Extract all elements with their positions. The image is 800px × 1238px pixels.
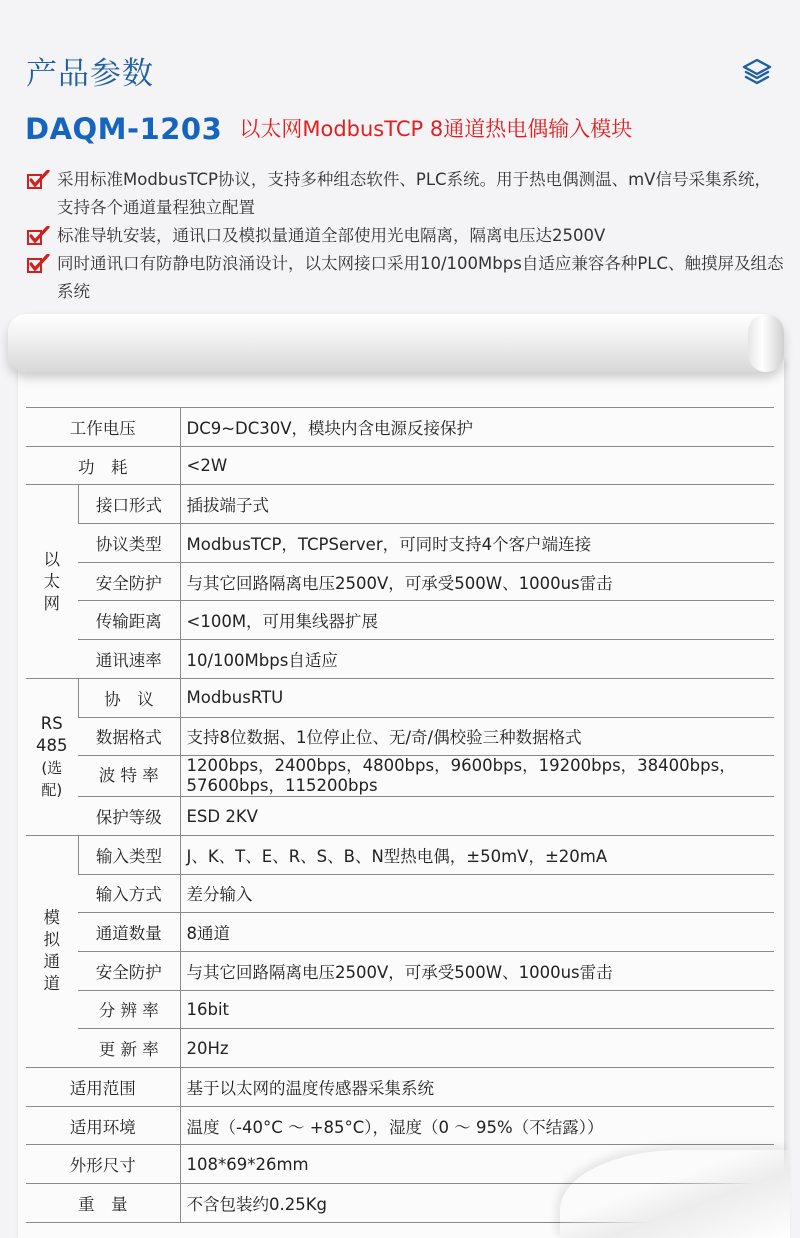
param-label: 安全防护 <box>78 562 180 601</box>
product-heading <box>25 112 632 146</box>
param-label: 波 特 率 <box>78 756 180 797</box>
param-value: 与其它回路隔离电压2500V，可承受500W、1000us雷击 <box>180 951 774 990</box>
param-label: 适用范围 <box>26 1068 180 1107</box>
param-value: 温度（-40°C ～ +85°C），湿度（0 ～ 95%（不结露）） <box>180 1106 774 1145</box>
feature-list <box>26 166 786 306</box>
group-label-rs485: RS 485 (选配) <box>26 678 78 835</box>
parameter-table <box>26 407 774 1223</box>
param-value: 8通道 <box>180 913 774 952</box>
table-row <box>26 1106 774 1145</box>
param-label: 外形尺寸 <box>26 1145 180 1184</box>
table-row <box>26 678 774 717</box>
table-row <box>26 835 774 874</box>
param-value: 支持8位数据、1位停止位、无/奇/偶校验三种数据格式 <box>180 717 774 756</box>
param-label: 通讯速率 <box>78 640 180 679</box>
param-value: 插拔端子式 <box>180 485 774 524</box>
paper-roll <box>8 314 784 372</box>
param-value: 108*69*26mm <box>180 1145 774 1184</box>
param-value: ModbusTCP，TCPServer，可同时支持4个客户端连接 <box>180 524 774 563</box>
table-row <box>26 717 774 756</box>
param-label: 接口形式 <box>78 485 180 524</box>
feature-item: 采用标准ModbusTCP协议，支持多种组态软件、PLC系统。用于热电偶测温、mV信号采集系统，支持各个通道量程独立配置 <box>26 166 786 222</box>
param-value: 16bit <box>180 990 774 1029</box>
layers-icon[interactable] <box>740 54 774 88</box>
table-row <box>26 485 774 524</box>
param-label: 更 新 率 <box>78 1029 180 1068</box>
table-row <box>26 913 774 952</box>
param-label: 协 议 <box>78 678 180 717</box>
param-value: 差分输入 <box>180 874 774 913</box>
param-value: 基于以太网的温度传感器采集系统 <box>180 1068 774 1107</box>
product-name: 以太网ModbusTCP 8通道热电偶输入模块 <box>239 117 633 141</box>
param-label: 重 量 <box>26 1184 180 1223</box>
param-value: ESD 2KV <box>180 797 774 836</box>
table-row <box>26 756 774 797</box>
param-label: 数据格式 <box>78 717 180 756</box>
param-label: 输入方式 <box>78 874 180 913</box>
table-row <box>26 951 774 990</box>
table-row <box>26 640 774 679</box>
model-number: DAQM-1203 <box>25 112 223 146</box>
feature-item: 标准导轨安装，通讯口及模拟量通道全部使用光电隔离，隔离电压达2500V <box>26 222 786 250</box>
feature-item: 同时通讯口有防静电防浪涌设计，以太网接口采用10/100Mbps自适应兼容各种PLC、触摸屏及组态系统 <box>26 250 786 306</box>
param-label: 保护等级 <box>78 797 180 836</box>
param-value: ModbusRTU <box>180 678 774 717</box>
checkmark-icon <box>26 254 50 274</box>
param-value: <2W <box>180 446 774 485</box>
paper-roll-end <box>748 314 784 372</box>
table-row <box>26 446 774 485</box>
param-label: 功 耗 <box>26 446 180 485</box>
param-label: 安全防护 <box>78 951 180 990</box>
group-label-ethernet: 以太网 <box>26 485 78 678</box>
param-label: 通道数量 <box>78 913 180 952</box>
param-value: DC9~DC30V，模块内含电源反接保护 <box>180 408 774 447</box>
param-label: 工作电压 <box>26 408 180 447</box>
table-row <box>26 601 774 640</box>
param-value: 与其它回路隔离电压2500V，可承受500W、1000us雷击 <box>180 562 774 601</box>
param-value: 10/100Mbps自适应 <box>180 640 774 679</box>
checkmark-icon <box>26 226 50 246</box>
param-value: J、K、T、E、R、S、B、N型热电偶，±50mV，±20mA <box>180 835 774 874</box>
table-row <box>26 797 774 836</box>
param-label: 协议类型 <box>78 524 180 563</box>
param-value: 1200bps，2400bps，4800bps，9600bps，19200bps，38400bps，57600bps，115200bps <box>180 756 774 797</box>
section-title: 产品参数 <box>26 56 154 92</box>
table-row <box>26 1029 774 1068</box>
table-row <box>26 524 774 563</box>
param-label: 输入类型 <box>78 835 180 874</box>
param-label: 传输距离 <box>78 601 180 640</box>
checkmark-icon <box>26 170 50 190</box>
table-row <box>26 562 774 601</box>
param-value: 20Hz <box>180 1029 774 1068</box>
table-row <box>26 408 774 447</box>
param-label: 分 辨 率 <box>78 990 180 1029</box>
table-row <box>26 990 774 1029</box>
group-label-analog: 模拟通道 <box>26 835 78 1067</box>
table-row <box>26 874 774 913</box>
table-row <box>26 1068 774 1107</box>
param-label: 适用环境 <box>26 1106 180 1145</box>
param-value: 不含包装约0.25Kg <box>180 1184 774 1223</box>
param-value: <100M，可用集线器扩展 <box>180 601 774 640</box>
